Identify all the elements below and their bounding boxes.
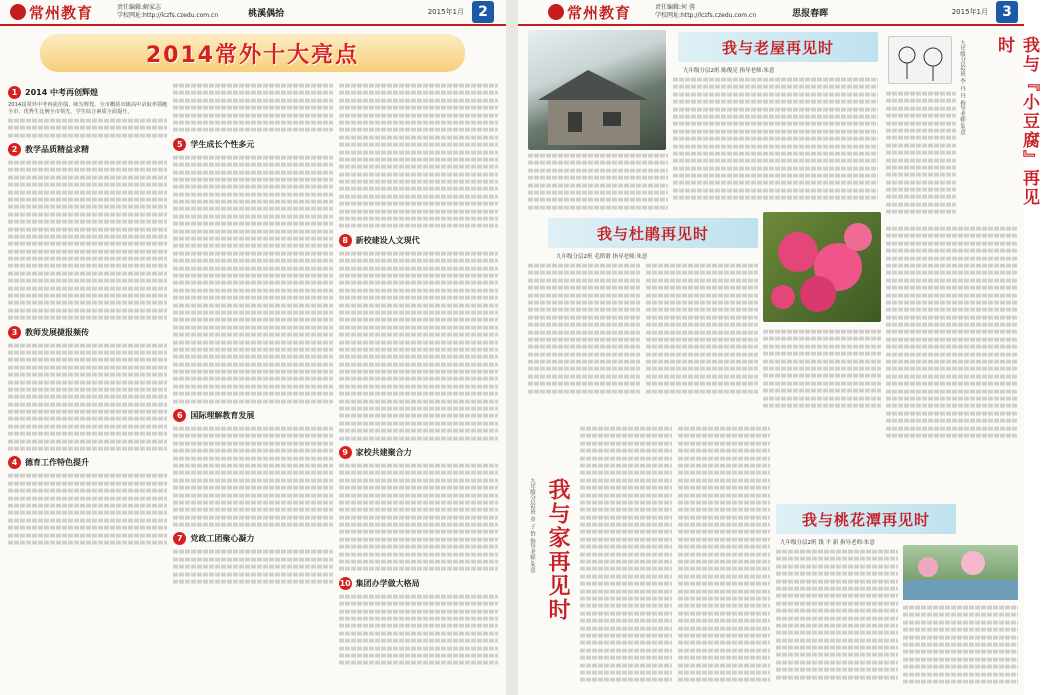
left-masthead (0, 0, 506, 26)
text-lines (8, 126, 167, 130)
article-byline: 九年级分层2班 陈俊亮 指导老师:朱意 (683, 68, 775, 74)
item-heading (173, 409, 332, 422)
azalea-flowers-illustration (763, 212, 881, 322)
article-title: 我与老屋再见时 (721, 38, 834, 57)
item-heading (339, 577, 498, 590)
item-number: 9 (339, 446, 352, 459)
cartoon-figures-icon (889, 37, 953, 85)
item-title: 学生成长个性多元 (190, 139, 255, 149)
item-title: 教师发展捷报频传 (25, 327, 89, 337)
editor-meta (655, 4, 756, 20)
text-lines (8, 118, 167, 122)
section-title: 桃溪偶拾 (248, 8, 285, 19)
article-title: 我与桃花潭再见时 (801, 510, 930, 529)
item-number: 6 (173, 409, 186, 422)
article-text-block (580, 425, 770, 690)
vertical-article-byline: 九年级分层2班 李 丹 丹 指导老师:朱意 (959, 40, 965, 135)
headline-banner (40, 34, 465, 72)
item-number: 2 (8, 143, 21, 156)
article-columns (8, 82, 498, 691)
item-title: 新校建设人文现代 (355, 235, 420, 245)
right-page (518, 0, 1039, 695)
item-heading (173, 532, 332, 545)
item-heading (339, 446, 498, 459)
article-byline: 九年级分层2班 毛斯谐 指导老师:朱意 (556, 254, 648, 260)
landscape-illustration (903, 545, 1018, 600)
newspaper-logo (548, 2, 631, 23)
item-heading (8, 456, 167, 469)
item-heading (8, 143, 167, 156)
logo-text: 常州教育 (29, 3, 94, 22)
editor-line: 责任编辑:解家志 (117, 4, 162, 11)
issue-date: 2015年1月 (951, 8, 988, 16)
page-gutter (506, 0, 518, 695)
issue-date: 2015年1月 (427, 8, 464, 16)
item-number: 5 (173, 138, 186, 151)
article-text-block (528, 152, 668, 212)
section-title: 思报春晖 (792, 8, 829, 19)
right-masthead (518, 0, 1024, 26)
text-lines (8, 133, 167, 137)
item-title: 党政工团聚心凝力 (190, 534, 255, 544)
logo-seal-icon (10, 4, 26, 20)
article-text-block (763, 328, 881, 418)
column-1 (8, 82, 167, 691)
item-number: 7 (173, 532, 186, 545)
headline-title: 2014常外十大亮点 (145, 42, 360, 68)
azalea-photo (763, 212, 881, 322)
old-house-photo (528, 30, 666, 150)
website-line: 学校网址:http://lczfs.czedu.com.cn (655, 12, 757, 19)
vertical-article-byline: 九年级分层2班 金 子 怡 指导老师:朱意 (529, 478, 535, 573)
item-title: 家校共建聚合力 (355, 447, 412, 457)
item-number: 8 (339, 234, 352, 247)
logo-text: 常州教育 (567, 3, 632, 22)
newspaper-logo (10, 2, 93, 23)
article-text-block (776, 548, 898, 688)
item-title: 2014 中考再创辉煌 (25, 88, 99, 97)
article-text-block (528, 262, 758, 412)
item-number: 4 (8, 456, 21, 469)
item-title: 德育工作特色提升 (25, 458, 89, 468)
item-number: 1 (8, 86, 21, 99)
peach-pool-photo (903, 545, 1018, 600)
column-3 (339, 82, 498, 691)
old-house-illustration (528, 30, 666, 150)
item-heading (8, 86, 167, 99)
article-byline: 九年级分层2班 钱 平 新 指导老师:朱意 (780, 540, 875, 546)
article-text-block (886, 225, 1018, 445)
item-heading (339, 234, 498, 247)
vertical-article-title: 我与『小豆腐』再见时 (994, 36, 1039, 207)
article-text-block (886, 90, 956, 220)
item-lead-text: 2014届常外中考再获佳绩，续写辉煌。全市概括市级高中录取率领跑全市，优秀生比例全市领先，学生综合素质全面提升。 (8, 102, 168, 116)
editor-line: 责任编辑:何 蓉 (655, 4, 695, 11)
article-text-block (673, 76, 878, 206)
article-title-box (776, 504, 956, 534)
page-number: 3 (996, 1, 1018, 23)
item-number: 10 (339, 578, 351, 588)
article-title: 我与杜鹃再见时 (596, 224, 709, 243)
article-text-block (903, 604, 1018, 690)
item-title: 教学品质精益求精 (25, 144, 89, 154)
article-title-box (548, 218, 758, 248)
item-heading (8, 326, 167, 339)
editor-meta (117, 4, 218, 20)
tofu-illustration (888, 36, 952, 84)
vertical-article-title: 我与家再见时 (545, 478, 570, 622)
item-heading (173, 138, 332, 151)
website-line: 学校网址:http://lczfs.czedu.com.cn (117, 12, 219, 19)
logo-seal-icon (548, 4, 564, 20)
item-title: 集团办学做大格局 (355, 578, 420, 588)
article-title-box (678, 32, 878, 62)
column-2 (173, 82, 332, 691)
left-page (0, 0, 506, 695)
item-title: 国际理解教育发展 (190, 411, 255, 421)
item-number: 3 (8, 326, 21, 339)
page-number: 2 (472, 1, 494, 23)
